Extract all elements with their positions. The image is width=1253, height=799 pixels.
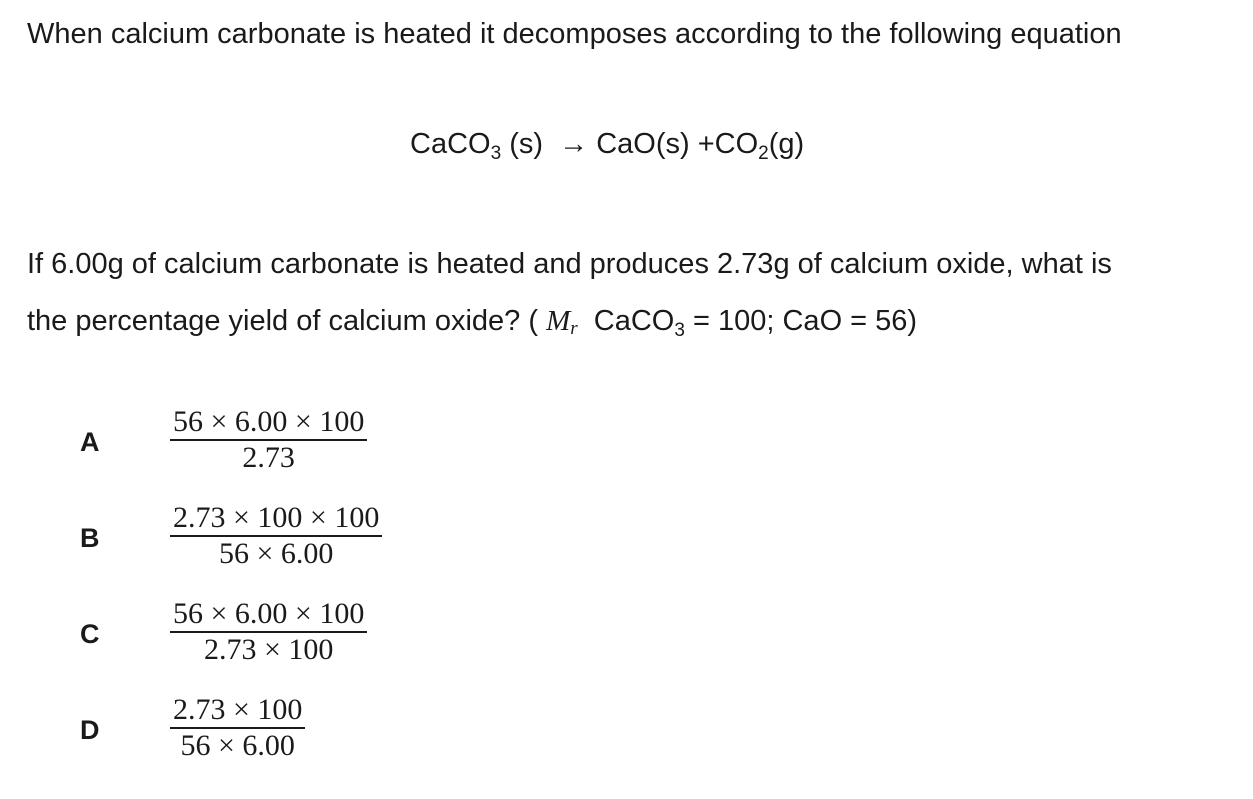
intro-text: When calcium carbonate is heated it decomposes according to the following equation [27,18,1122,50]
reaction-arrow: → [559,128,589,160]
question-text [27,236,1112,350]
fraction-denominator: 2.73 [242,441,295,474]
product-state: (g) [768,128,805,160]
reactant-state: (s) [501,128,544,160]
option-c[interactable] [0,597,600,677]
option-letter: D [80,715,100,745]
option-letter: B [80,523,100,553]
option-letter: C [80,619,100,649]
question-line-2: the percentage yield of calcium oxide? ( $M_r$ CaCO$_3$ = 100; CaO = 56) [27,305,918,341]
option-fraction [170,501,382,571]
option-d[interactable] [0,693,600,773]
option-b[interactable] [0,501,600,581]
option-a[interactable] [0,405,600,485]
fraction-numerator: 56 × 6.00 × 100 [170,597,367,633]
fraction-numerator: 2.73 × 100 [170,693,305,729]
fraction-denominator: 56 × 6.00 [218,537,334,570]
relative-mass-symbol: $M_r$ [546,305,578,339]
chemical-equation [410,126,804,162]
option-fraction [170,597,367,667]
product-subscript: 2 [758,143,769,164]
fraction-numerator: 56 × 6.00 × 100 [170,405,367,441]
product-formula: CaO(s) +CO [596,128,759,160]
option-fraction [170,693,305,763]
question-line-1: If 6.00g of calcium carbonate is heated and produces 2.73g of calcium oxide, what is [27,248,1112,280]
fraction-numerator: 2.73 × 100 × 100 [170,501,382,537]
option-letter: A [80,427,100,457]
fraction-denominator: 56 × 6.00 [180,729,295,762]
option-fraction [170,405,367,475]
reactant-subscript: 3 [490,143,502,164]
fraction-denominator: 2.73 × 100 [203,633,334,666]
reactant-formula: CaCO [410,128,491,160]
